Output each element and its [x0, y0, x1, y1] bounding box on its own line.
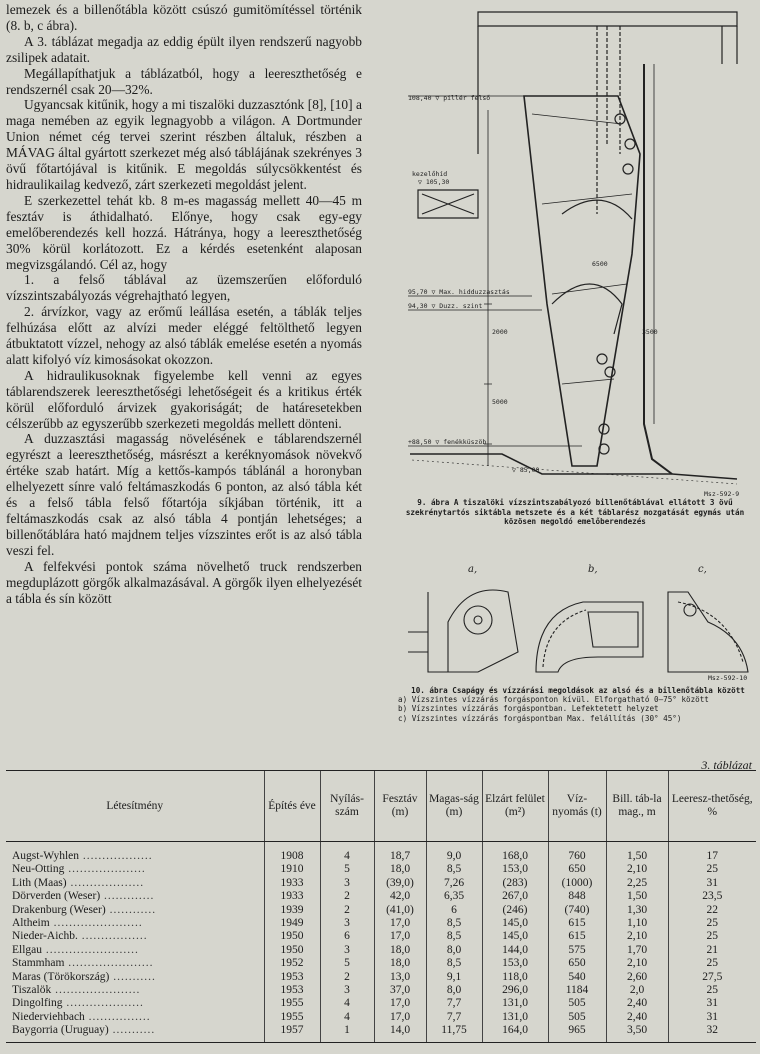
table-cell: 2,40	[606, 997, 668, 1010]
data-table	[6, 770, 756, 1043]
table-cell-label: Altheim	[12, 917, 50, 930]
table-cell: 6	[320, 930, 374, 943]
table-cell: 540	[548, 971, 606, 984]
table-cell: 164,0	[482, 1024, 548, 1042]
table-cell-label: Stammham	[12, 957, 65, 970]
table-cell: 145,0	[482, 917, 548, 930]
table-row	[6, 944, 756, 957]
table-cell: 23,5	[668, 890, 756, 903]
table-cell: 3	[320, 917, 374, 930]
table-cell: 31	[668, 877, 756, 890]
table-cell: 1949	[264, 917, 320, 930]
body-paragraph: Megállapíthatjuk a táblázatból, hogy a leereszthetőség e rendszernél csak 20—32%.	[6, 65, 362, 97]
table-cell: 17,0	[374, 917, 426, 930]
table-cell: 25	[668, 957, 756, 970]
table-cell: 615	[548, 930, 606, 943]
table-cell-label: Maras (Törökország)	[12, 970, 110, 983]
figure-10-caption-title: 10. ábra Csapágy és vízzárási megoldások az alsó és a billenőtábla között	[411, 686, 745, 695]
label-fig10-ref: Msz-592-10	[708, 674, 748, 682]
table-cell: 7,26	[426, 877, 482, 890]
label-crest: 108,40 ▽ pillér felső	[408, 94, 491, 102]
flap-gate	[552, 284, 622, 334]
table-cell: 1908	[264, 842, 320, 864]
table-cell: 153,0	[482, 957, 548, 970]
table-header-cell: Magas-ság (m)	[426, 771, 482, 842]
label-dim-5000: 5000	[492, 398, 508, 406]
roller	[597, 354, 607, 364]
body-paragraph: Ugyancsak kitűnik, hogy a mi tiszalöki duzzasztónk [8], [10] a maga nemében az egyik legnagyobb a világon. A Dortmunder Union német cég tervei szerint részben általuk, részben a MÁVAG által gyártott szerkezet még alsó táblájának szekrényes 3 övű főtartójával is kitűnik. E megoldás súlycsökkentést és hidraulikailag kedvező, zárt szerkezeti megoldást jelent.	[6, 97, 362, 192]
table-cell: 650	[548, 957, 606, 970]
table-body	[6, 842, 756, 1043]
table-cell: 1950	[264, 930, 320, 943]
table-cell: (740)	[548, 904, 606, 917]
table-cell: 2	[320, 971, 374, 984]
detail-c	[668, 592, 748, 672]
table-cell-label: Augst-Wyhlen	[12, 850, 80, 862]
table-cell: 31	[668, 997, 756, 1010]
table-cell: 8,5	[426, 863, 482, 876]
table-cell: 2,25	[606, 877, 668, 890]
table-cell	[6, 1011, 264, 1024]
table-cell: 17	[668, 842, 756, 864]
table-cell: 42,0	[374, 890, 426, 903]
table-cell: 965	[548, 1024, 606, 1042]
table-cell: 14,0	[374, 1024, 426, 1042]
label-bottom: ▽ 85,00	[512, 466, 540, 474]
table-cell	[6, 904, 264, 917]
label-gate-top-val: ▽ 105,30	[418, 178, 450, 186]
table-cell: 2	[320, 904, 374, 917]
table-cell: 7,7	[426, 1011, 482, 1024]
table-cell	[6, 944, 264, 957]
table-cell: 2,10	[606, 930, 668, 943]
table-cell: 267,0	[482, 890, 548, 903]
table-cell: 615	[548, 917, 606, 930]
table-cell: 1,70	[606, 944, 668, 957]
table-header-cell: Elzárt felület (m²)	[482, 771, 548, 842]
table-cell: 18,0	[374, 944, 426, 957]
table-cell: 3,50	[606, 1024, 668, 1042]
table-cell: 1952	[264, 957, 320, 970]
label-fig9-ref: Msz-592-9	[704, 490, 740, 498]
table-cell: 1,10	[606, 917, 668, 930]
figure-9-drawing	[392, 4, 760, 500]
table-cell-label: Neu-Otting	[12, 863, 65, 876]
table-cell: 31	[668, 1011, 756, 1024]
table-cell: 131,0	[482, 997, 548, 1010]
figure-10-item-b: b) Vízszintes vízzárás forgáspontban. Lefektetett helyzet	[398, 704, 659, 714]
table-cell: 2,60	[606, 971, 668, 984]
table-cell: 22	[668, 904, 756, 917]
table-cell	[6, 877, 264, 890]
table-cell-label: Niederviehbach	[12, 1010, 85, 1023]
table-cell: 2,0	[606, 984, 668, 997]
label-b: b,	[588, 564, 598, 575]
table-row	[6, 1011, 756, 1024]
body-paragraph: A duzzasztási magasság növelésének e táblarendszernél egyrészt a leereszthetőség, másrészt a keréknyomások növekvő értéke szab határt. Míg a kettős-kampós táblánál a horonyban elhelyezett sínre való feltámaszkodás 6 ponton, az alsó tábla két és a felső tábla felső főtartója síkjában történik, itt a feltámaszkodás csak az alsó tábla 4 pontján lehetséges; a billenőtáblára ható majdnem teljes vízszintes erőt is az alsó tábla veszi fel.	[6, 431, 362, 558]
table-cell: (39,0)	[374, 877, 426, 890]
pier-right	[722, 26, 737, 64]
table-cell: 1955	[264, 1011, 320, 1024]
table-cell: 2,10	[606, 957, 668, 970]
leader-dots: ......................	[51, 984, 141, 997]
table-cell: 18,0	[374, 957, 426, 970]
table-cell: 13,0	[374, 971, 426, 984]
table-cell: 37,0	[374, 984, 426, 997]
leader-dots: ......................	[64, 957, 154, 970]
leader-dots: ................	[84, 1010, 151, 1023]
label-dim-6500: 6500	[592, 260, 608, 268]
table-cell	[6, 1024, 264, 1042]
leader-dots: .................	[77, 930, 148, 943]
body-paragraph: 1. a felső táblával az üzemszerűen előforduló vízszintszabályozás végrehajtható legyen,	[6, 272, 362, 304]
table-cell	[6, 917, 264, 930]
table-cell: 7,7	[426, 997, 482, 1010]
lift-chain	[597, 26, 620, 214]
table-cell: 32	[668, 1024, 756, 1042]
table-cell: 3	[320, 877, 374, 890]
roller	[623, 164, 633, 174]
table-cell: 5	[320, 863, 374, 876]
leader-dots: ...........	[109, 970, 156, 983]
table-cell	[6, 842, 264, 864]
table-header-row	[6, 771, 756, 842]
leader-dots: ...................	[66, 876, 145, 889]
leader-dots: .......................	[49, 917, 143, 930]
table-cell: 8,5	[426, 957, 482, 970]
label-dim-2000: 2000	[492, 328, 508, 336]
table-cell: 25	[668, 930, 756, 943]
table-cell: 3	[320, 984, 374, 997]
detail-a	[428, 590, 518, 672]
table-cell: (246)	[482, 904, 548, 917]
table-cell: 1933	[264, 877, 320, 890]
table-row	[6, 1024, 756, 1042]
table-cell: 8,5	[426, 917, 482, 930]
table-cell: (41,0)	[374, 904, 426, 917]
table-cell: 17,0	[374, 1011, 426, 1024]
leader-dots: ..................	[79, 850, 153, 862]
label-c: c,	[698, 564, 707, 575]
table-cell: 8,0	[426, 984, 482, 997]
table-row	[6, 890, 756, 903]
body-paragraph: A hidraulikusoknak figyelembe kell venni az egyes táblarendszerek leereszthetőségi lehetőségeit és a kritikus érték körül előforduló árvizek gyakoriságát; de határesetekben célszerűbb az egyszerűbb szerkezeti megoldás mellett dönteni.	[6, 367, 362, 431]
table-cell: 1957	[264, 1024, 320, 1042]
table-cell	[6, 971, 264, 984]
table-row	[6, 863, 756, 876]
table-cell: (1000)	[548, 877, 606, 890]
table-cell: 8,5	[426, 930, 482, 943]
table-cell: 1,50	[606, 842, 668, 864]
table-cell: 25	[668, 917, 756, 930]
table-cell: 18,0	[374, 863, 426, 876]
table-header-cell: Fesztáv (m)	[374, 771, 426, 842]
roller	[625, 139, 635, 149]
table-cell-label: Ellgau	[12, 943, 43, 956]
table-row	[6, 930, 756, 943]
table-row	[6, 917, 756, 930]
table-cell	[6, 957, 264, 970]
table-cell-label: Baygorria (Uruguay)	[12, 1024, 109, 1037]
table-row	[6, 984, 756, 997]
figure-10-item-c: c) Vízszintes vízzárás forgáspontban Max. felállítás (30° 45°)	[398, 713, 682, 723]
table-cell-label: Nieder-Aichb.	[12, 930, 78, 943]
table-cell-label: Tiszalök	[12, 984, 52, 997]
table-cell: 2	[320, 890, 374, 903]
table-cell: 1910	[264, 863, 320, 876]
leader-dots: ............	[105, 903, 157, 916]
body-text-column	[6, 2, 362, 606]
table-cell: 575	[548, 944, 606, 957]
figure-9-caption: 9. ábra A tiszalöki vízszintszabályozó billenőtáblával ellátott 3 övű szekrénytartós siktábla metszete és a két táblarész mozgatását egymás után közösen megoldó emelőberendezés	[405, 498, 745, 527]
table-header-cell: Nyílás-szám	[320, 771, 374, 842]
table-cell: 153,0	[482, 863, 548, 876]
table-cell: 505	[548, 997, 606, 1010]
body-paragraph: lemezek és a billenőtábla között csúszó gumitömítéssel történik (8. b, c ábra).	[6, 2, 362, 33]
leader-dots: ....................	[64, 863, 146, 876]
table-cell: 144,0	[482, 944, 548, 957]
table-header-cell: Leeresz-thetőség, %	[668, 771, 756, 842]
table-cell: 1953	[264, 984, 320, 997]
table-cell: (283)	[482, 877, 548, 890]
table-cell: 9,0	[426, 842, 482, 864]
table-header-cell: Bill. táb-la mag., m	[606, 771, 668, 842]
table-cell: 17,0	[374, 930, 426, 943]
figure-10-drawing	[408, 562, 756, 682]
table-cell: 1,50	[606, 890, 668, 903]
gate-body	[524, 96, 640, 466]
leader-dots: ....................	[62, 997, 144, 1010]
label-dim-3500: 3500	[642, 328, 658, 336]
table-cell: 1	[320, 1024, 374, 1042]
label-high-water: 95,70 ▽ Max. hidduzzasztás	[408, 288, 510, 296]
table-cell-label: Lith (Maas)	[12, 876, 67, 889]
table-header-cell: Építés éve	[264, 771, 320, 842]
table-cell: 1184	[548, 984, 606, 997]
table-cell: 27,5	[668, 971, 756, 984]
table-cell: 760	[548, 842, 606, 864]
table-cell: 296,0	[482, 984, 548, 997]
table-cell: 505	[548, 1011, 606, 1024]
table-cell: 11,75	[426, 1024, 482, 1042]
label-sill: +88,50 ▽ fenékküszöb	[408, 438, 487, 446]
table-row	[6, 842, 756, 864]
table-row	[6, 971, 756, 984]
table-cell: 18,7	[374, 842, 426, 864]
table-cell: 17,0	[374, 997, 426, 1010]
leader-dots: .............	[100, 890, 155, 903]
table-cell: 6,35	[426, 890, 482, 903]
table-cell: 4	[320, 1011, 374, 1024]
table-cell: 1,30	[606, 904, 668, 917]
leader-dots: ...........	[108, 1024, 156, 1037]
table-label: 3. táblázat	[701, 758, 752, 772]
table-cell: 8,0	[426, 944, 482, 957]
body-paragraph: A 3. táblázat megadja az eddig épült ilyen rendszerű nagyobb zsilipek adatait.	[6, 33, 362, 65]
table-cell	[6, 997, 264, 1010]
label-a: a,	[468, 564, 478, 575]
figure-10-caption	[398, 686, 758, 723]
label-dam-level: 94,30 ▽ Duzz. szint	[408, 302, 483, 310]
table-cell: 25	[668, 863, 756, 876]
table-cell	[6, 984, 264, 997]
table-cell-label: Dingolfing	[12, 997, 63, 1010]
table-cell: 21	[668, 944, 756, 957]
body-paragraph: 2. árvízkor, vagy az erőmű leállása esetén, a táblák teljes felhúzása előtt az alvízi meder eléggé feltölthető legyen átbuktatott vízzel, nehogy az alsó táblák emelése esetén a nyomás alatt kifolyó víz kimosásokat okozzon.	[6, 304, 362, 367]
table-cell: 5	[320, 957, 374, 970]
table-cell: 3	[320, 944, 374, 957]
table-row	[6, 904, 756, 917]
table-cell: 4	[320, 997, 374, 1010]
label-gate-top: kezelőhíd	[412, 170, 448, 178]
table-cell: 1939	[264, 904, 320, 917]
table-cell: 1955	[264, 997, 320, 1010]
body-paragraph: A felfekvési pontok száma növelhető truck rendszerben megduplázott görgők alkalmazásával. A görgők ilyen elhelyezését a tábla és sín között	[6, 558, 362, 606]
table-cell: 848	[548, 890, 606, 903]
roller	[605, 367, 615, 377]
table-row	[6, 997, 756, 1010]
table-cell	[6, 890, 264, 903]
table-cell: 1933	[264, 890, 320, 903]
table-cell: 131,0	[482, 1011, 548, 1024]
table-header-cell: Víz-nyomás (t)	[548, 771, 606, 842]
pier-wall	[644, 64, 672, 474]
table-row	[6, 877, 756, 890]
table-cell: 1950	[264, 944, 320, 957]
table-cell: 9,1	[426, 971, 482, 984]
table-cell: 2,10	[606, 863, 668, 876]
table-cell: 1953	[264, 971, 320, 984]
table-cell-label: Drakenburg (Weser)	[12, 903, 106, 916]
figure-10-item-a: a) Vízszintes vízzárás forgásponton kívül. Elforgatható 0—75° között	[398, 695, 709, 705]
table-cell: 145,0	[482, 930, 548, 943]
leader-dots: ........................	[42, 943, 139, 956]
table-cell: 650	[548, 863, 606, 876]
table-cell-label: Dörverden (Weser)	[12, 890, 101, 903]
table-header-cell: Létesítmény	[6, 771, 264, 842]
table-cell: 2,40	[606, 1011, 668, 1024]
table-cell: 118,0	[482, 971, 548, 984]
body-paragraph: E szerkezettel tehát kb. 8 m-es magasság mellett 40—45 m fesztáv is áthidalható. Előnye, hogy csak egy-egy emelőberendezés kell hozzá. Hátránya, hogy a leereszthetőség 30% körül korlátozott. Ez a kérdés esetenként alaposan megvizsgálandó. Cél az, hogy	[6, 192, 362, 272]
table-row	[6, 957, 756, 970]
table-cell	[6, 930, 264, 943]
table-cell	[6, 863, 264, 876]
table-cell: 4	[320, 842, 374, 864]
table-cell: 168,0	[482, 842, 548, 864]
operator-platform	[418, 190, 478, 218]
table-cell: 25	[668, 984, 756, 997]
bridge-frame	[478, 12, 737, 26]
table-cell: 6	[426, 904, 482, 917]
